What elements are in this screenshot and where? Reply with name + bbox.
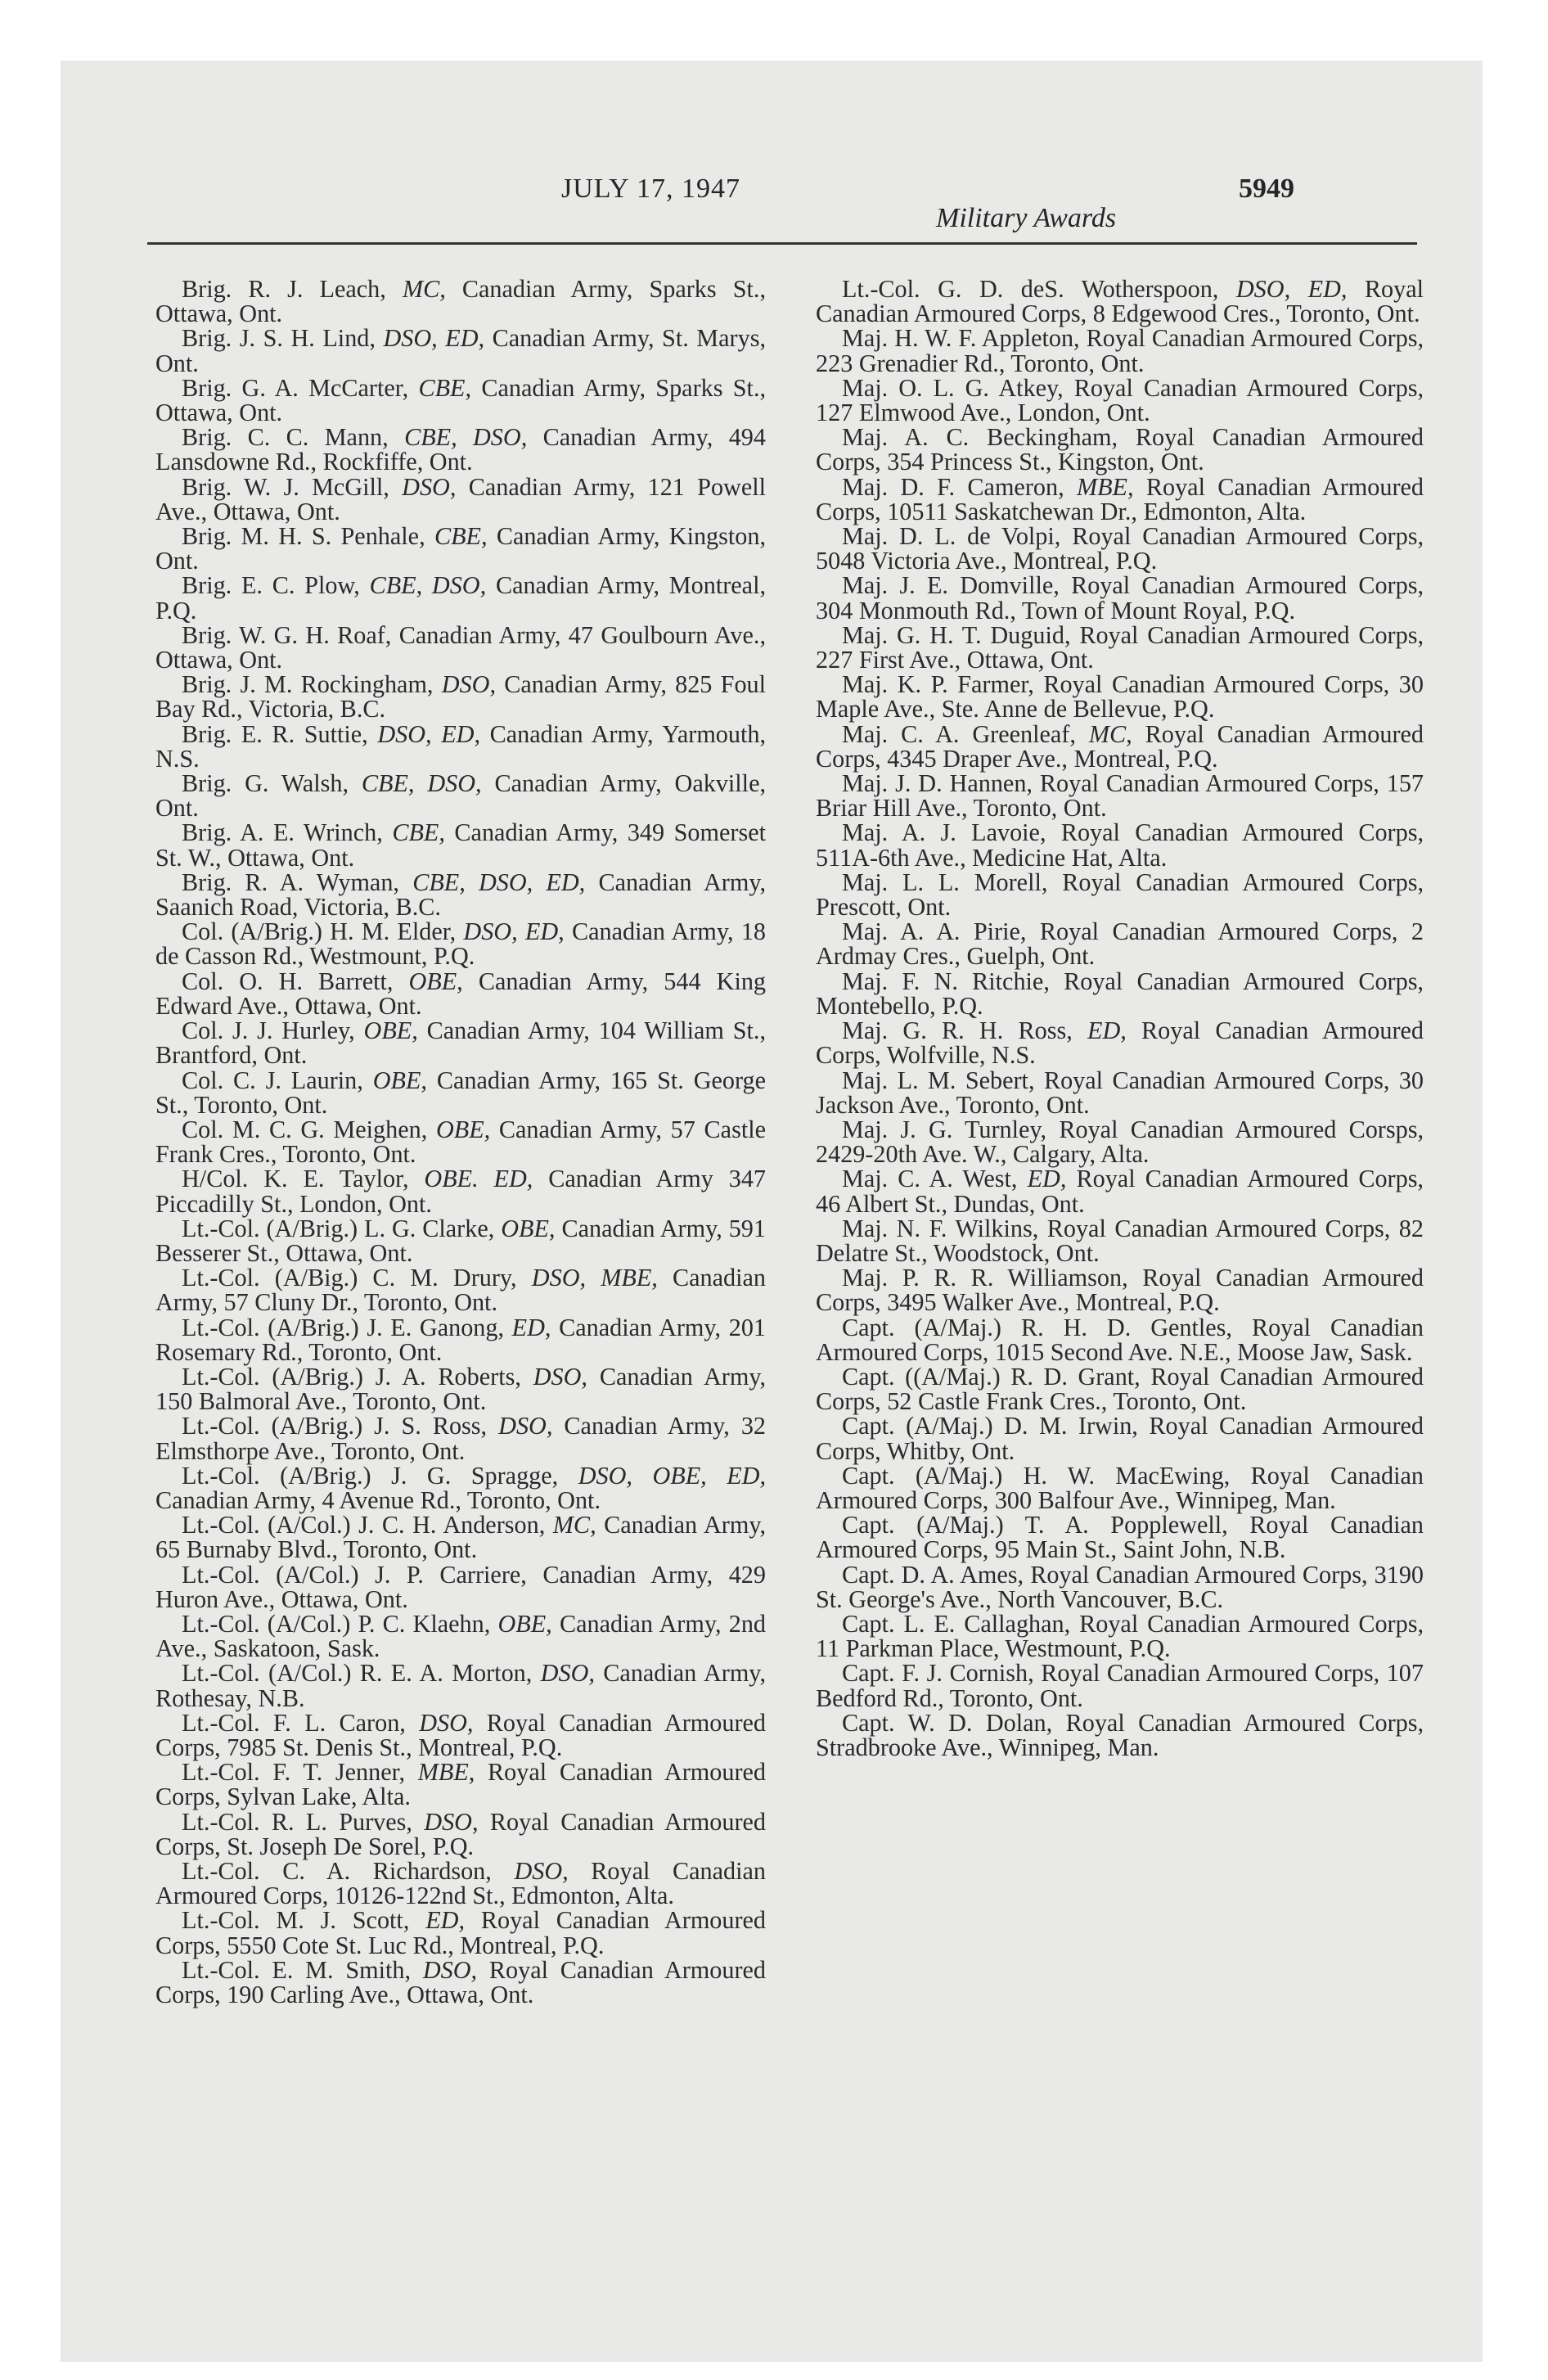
unit-and-address: Royal Canadian Armoured Corps, 3190 St. George's Ave., North Vancouver, B.C.: [816, 1560, 1424, 1613]
unit-and-address: Royal Canadian Armoured Corps, Prescott, Ont.: [816, 868, 1424, 922]
recipient-name: Brig. W. G. H. Roaf,: [182, 620, 392, 649]
recipient-name: Capt. (A/Maj.) H. W. MacEwing,: [842, 1461, 1231, 1490]
unit-and-address: Canadian Army, 4 Avenue Rd., Toronto, Ont.: [155, 1485, 601, 1514]
unit-and-address: Canadian Army, 165 St. George St., Toronto, Ont.: [155, 1066, 767, 1119]
recipient-name: Lt.-Col. (A/Brig.) L. G. Clarke,: [182, 1214, 495, 1242]
award-letters: MBE,: [417, 1758, 475, 1787]
unit-and-address: Canadian Army, 32 Elmsthorpe Ave., Toronto, Ont.: [155, 1412, 767, 1465]
award-entry: [816, 672, 1424, 721]
award-letters: CBE,: [418, 373, 472, 402]
recipient-name: Capt. (A/Maj.) D. M. Irwin,: [842, 1412, 1138, 1440]
award-entry: [155, 620, 767, 674]
award-entry: [816, 1016, 1424, 1070]
unit-and-address: Royal Canadian Armoured Corps, Stradbrooke Ave., Winnipeg, Man.: [816, 1708, 1424, 1761]
recipient-name: Lt.-Col. (A/Col.) P. C. Klaehn,: [182, 1609, 491, 1638]
recipient-name: Lt.-Col. R. L. Purves,: [182, 1807, 412, 1836]
unit-and-address: Canadian Army 347 Piccadilly St., London, Ont.: [155, 1165, 767, 1218]
unit-and-address: Royal Canadian Armoured Corps, 300 Balfour Ave., Winnipeg, Man.: [816, 1461, 1424, 1514]
unit-and-address: Canadian Army, Rothesay, N.B.: [155, 1659, 766, 1712]
recipient-name: Capt. D. A. Ames,: [842, 1560, 1024, 1589]
award-letters: ED,: [1087, 1016, 1127, 1045]
award-letters: DSO, ED,: [463, 917, 565, 946]
award-entry: [155, 1955, 766, 2009]
award-entry: [816, 326, 1424, 375]
unit-and-address: Canadian Army, 429 Huron Ave., Ottawa, Ont.: [155, 1560, 766, 1613]
award-entry: [155, 818, 766, 872]
recipient-name: Lt.-Col. G. D. deS. Wotherspoon,: [842, 275, 1219, 303]
recipient-name: Col. O. H. Barrett,: [182, 967, 394, 995]
award-letters: DSO, ED,: [377, 719, 481, 748]
recipient-name: Lt.-Col. (A/Brig.) J. A. Roberts,: [182, 1362, 521, 1391]
recipient-name: Capt. ((A/Maj.) R. D. Grant,: [842, 1362, 1141, 1391]
unit-and-address: Royal Canadian Armoured Corps, 2 Ardmay Cres., Guelph, Ont.: [816, 917, 1424, 971]
unit-and-address: Canadian Army, 57 Cluny Dr., Toronto, Ont.: [155, 1264, 767, 1317]
award-entry: [155, 1315, 766, 1364]
award-entry: [155, 969, 766, 1018]
recipient-name: Lt.-Col. (A/Brig.) J. S. Ross,: [182, 1412, 488, 1440]
unit-and-address: Royal Canadian Armoured Corps, 8 Edgewood Cres., Toronto, Ont.: [816, 275, 1424, 328]
unit-and-address: Royal Canadian Armoured Corps, Montebello, P.Q.: [816, 967, 1424, 1020]
award-letters: DSO,: [533, 1362, 587, 1391]
recipient-name: Maj. A. C. Beckingham,: [842, 423, 1118, 452]
recipient-name: Lt.-Col. (A/Col.) J. P. Carriere,: [182, 1560, 527, 1589]
recipient-name: Maj. P. R. R. Williamson,: [842, 1264, 1128, 1292]
award-entry: [155, 1068, 766, 1117]
recipient-name: Capt. L. E. Callaghan,: [842, 1609, 1071, 1638]
award-letters: OBE. ED,: [424, 1165, 533, 1193]
unit-and-address: Royal Canadian Armoured Corps, 223 Grenadier Rd., Toronto, Ont.: [816, 324, 1424, 377]
award-entry: [816, 1216, 1424, 1265]
recipient-name: Col. (A/Brig.) H. M. Elder,: [182, 917, 457, 946]
award-entry: [816, 620, 1424, 674]
award-entry: [816, 1661, 1424, 1710]
unit-and-address: Royal Canadian Armoured Corps, 304 Monmouth Rd., Town of Mount Royal, P.Q.: [816, 571, 1424, 624]
recipient-name: Lt.-Col. F. T. Jenner,: [182, 1758, 405, 1787]
recipient-name: Capt. F. J. Cornish,: [842, 1659, 1034, 1688]
recipient-name: Col. M. C. G. Meighen,: [182, 1115, 428, 1143]
recipient-name: Maj. D. F. Cameron,: [842, 472, 1064, 501]
header-rule: [147, 242, 1417, 245]
award-entry: [155, 1611, 766, 1661]
recipient-name: Col. C. J. Laurin,: [182, 1066, 363, 1094]
award-entry: [155, 1708, 766, 1761]
award-entry: [816, 373, 1424, 427]
award-letters: DSO,: [498, 1412, 553, 1440]
award-letters: DSO,: [422, 1955, 478, 1984]
award-entry: [816, 524, 1424, 573]
unit-and-address: Canadian Army, Montreal, P.Q.: [155, 571, 767, 624]
unit-and-address: Canadian Army, 47 Goulbourn Ave., Ottawa, Ont.: [155, 620, 767, 674]
award-entry: [816, 1708, 1424, 1761]
award-letters: CBE,: [434, 522, 488, 551]
award-entry: [816, 1463, 1424, 1512]
award-entry: [155, 573, 766, 622]
unit-and-address: Canadian Army, 494 Lansdowne Rd., Rockfiffe, Ont.: [155, 423, 766, 476]
unit-and-address: Canadian Army, St. Marys, Ont.: [155, 324, 766, 377]
page-header: [87, 110, 1355, 233]
award-entry: [816, 868, 1424, 922]
unit-and-address: Canadian Army, Oakville, Ont.: [155, 769, 767, 823]
award-entry: [816, 1315, 1424, 1364]
award-letters: OBE,: [501, 1214, 556, 1242]
recipient-name: Maj. G. H. T. Duguid,: [842, 620, 1071, 649]
unit-and-address: Royal Canadian Armoured Corps, 107 Bedford Rd., Toronto, Ont.: [816, 1659, 1424, 1712]
award-entry: [155, 868, 767, 922]
award-letters: ED,: [425, 1906, 466, 1935]
award-letters: DSO, ED,: [1235, 275, 1348, 303]
award-entry: [816, 818, 1424, 872]
award-letters: DSO,: [514, 1857, 569, 1885]
award-entry: [816, 1165, 1424, 1218]
award-entry: [155, 1807, 767, 1860]
unit-and-address: Canadian Army, 18 de Casson Rd., Westmount, P.Q.: [155, 917, 767, 971]
recipient-name: Col. J. J. Hurley,: [182, 1016, 355, 1045]
award-letters: CBE, DSO,: [361, 769, 482, 798]
recipient-name: Lt.-Col. F. L. Caron,: [182, 1708, 406, 1737]
award-entry: [155, 769, 767, 823]
right-column: [816, 277, 1424, 1760]
unit-and-address: Royal Canadian Armoured Corsps, 2429-20th Ave. W., Calgary, Alta.: [816, 1115, 1424, 1169]
recipient-name: Brig. A. E. Wrinch,: [182, 818, 383, 847]
award-letters: DSO,: [424, 1807, 479, 1836]
award-entry: [155, 1115, 766, 1169]
award-letters: OBE,: [408, 967, 463, 995]
unit-and-address: Royal Canadian Armoured Corps, Wolfville, N.S.: [816, 1016, 1424, 1070]
award-entry: [155, 1413, 766, 1463]
unit-and-address: Canadian Army, Saanich Road, Victoria, B.C.: [155, 868, 767, 922]
award-entry: [155, 472, 767, 525]
award-entry: [816, 1068, 1424, 1117]
unit-and-address: Royal Canadian Armoured Corps, St. Joseph De Sorel, P.Q.: [155, 1807, 767, 1860]
award-letters: DSO, OBE, ED,: [578, 1461, 766, 1490]
unit-and-address: Royal Canadian Armoured Corps, 5550 Cote St. Luc Rd., Montreal, P.Q.: [155, 1906, 767, 1959]
unit-and-address: Canadian Army, Kingston, Ont.: [155, 522, 767, 575]
award-letters: OBE,: [435, 1115, 491, 1143]
award-letters: DSO, MBE,: [531, 1264, 658, 1292]
recipient-name: Lt.-Col. (A/Col.) J. C. H. Anderson,: [182, 1511, 546, 1539]
award-entry: [816, 969, 1424, 1018]
award-entry: [155, 326, 766, 375]
recipient-name: Lt.-Col. (A/Brig.) J. E. Ganong,: [182, 1313, 505, 1341]
recipient-name: Maj. D. L. de Volpi,: [842, 522, 1061, 551]
award-letters: CBE,: [392, 818, 445, 847]
award-letters: MC,: [402, 275, 446, 303]
award-entry: [155, 917, 767, 971]
recipient-name: Brig. E. R. Suttie,: [182, 719, 368, 748]
unit-and-address: Canadian Army, 121 Powell Ave., Ottawa, Ont.: [155, 472, 767, 525]
unit-and-address: Canadian Army, 825 Foul Bay Rd., Victoria, B.C.: [155, 670, 767, 723]
recipient-name: Brig. W. J. McGill,: [182, 472, 389, 501]
recipient-name: Brig. M. H. S. Penhale,: [182, 522, 425, 551]
unit-and-address: Royal Canadian Armoured Corps, 52 Castle Frank Cres., Toronto, Ont.: [816, 1362, 1424, 1416]
unit-and-address: Royal Canadian Armoured Corps, 7985 St. Denis St., Montreal, P.Q.: [155, 1708, 766, 1761]
award-letters: DSO, ED,: [383, 324, 485, 353]
award-entry: [816, 472, 1424, 525]
award-entry: [816, 1264, 1424, 1317]
recipient-name: Maj. O. L. G. Atkey,: [842, 373, 1064, 402]
award-entry: [816, 1413, 1424, 1463]
award-letters: MC,: [1088, 719, 1132, 748]
unit-and-address: Royal Canadian Armoured Corps, 1015 Second Ave. N.E., Moose Jaw, Sask.: [816, 1313, 1424, 1366]
award-entry: [155, 1463, 766, 1512]
unit-and-address: Royal Canadian Armoured Corps, 354 Princess St., Kingston, Ont.: [816, 423, 1424, 476]
unit-and-address: Royal Canadian Armoured Corps, 46 Albert St., Dundas, Ont.: [816, 1165, 1424, 1218]
recipient-name: Lt.-Col. M. J. Scott,: [182, 1906, 410, 1935]
recipient-name: Capt. W. D. Dolan,: [842, 1708, 1053, 1737]
unit-and-address: Royal Canadian Armoured Corps, Sylvan Lake, Alta.: [155, 1758, 767, 1811]
recipient-name: Brig. G. A. McCarter,: [182, 373, 409, 402]
award-entry: [816, 917, 1424, 971]
unit-and-address: Royal Canadian Armoured Corps, 190 Carling Ave., Ottawa, Ont.: [155, 1955, 766, 2009]
recipient-name: Capt. (A/Maj.) T. A. Popplewell,: [842, 1511, 1228, 1539]
unit-and-address: Royal Canadian Armoured Corps, Whitby, Ont.: [816, 1412, 1424, 1465]
unit-and-address: Canadian Army, 349 Somerset St. W., Ottawa, Ont.: [155, 818, 766, 872]
recipient-name: Maj. C. A. Greenleaf,: [842, 719, 1076, 748]
award-entry: [155, 1264, 767, 1317]
award-letters: OBE,: [363, 1016, 418, 1045]
award-entry: [155, 1562, 766, 1611]
award-entry: [816, 1512, 1424, 1562]
award-entry: [155, 1908, 766, 1957]
unit-and-address: Royal Canadian Armoured Corps, 95 Main St., Saint John, N.B.: [816, 1511, 1424, 1564]
award-entry: [155, 1760, 766, 1809]
unit-and-address: Canadian Army, Sparks St., Ottawa, Ont.: [155, 275, 767, 328]
unit-and-address: Royal Canadian Armoured Corps, 10126-122nd St., Edmonton, Alta.: [155, 1857, 767, 1910]
unit-and-address: Royal Canadian Armoured Corps, 5048 Victoria Ave., Montreal, P.Q.: [816, 522, 1424, 575]
unit-and-address: Royal Canadian Armoured Corps, 127 Elmwood Ave., London, Ont.: [816, 373, 1424, 427]
award-entry: [155, 1859, 766, 1908]
recipient-name: Brig. R. A. Wyman,: [182, 868, 399, 896]
award-letters: CBE, DSO, ED,: [412, 868, 586, 896]
unit-and-address: Royal Canadian Armoured Corps, 11 Parkman Place, Westmount, P.Q.: [816, 1609, 1424, 1663]
unit-and-address: Canadian Army, 57 Castle Frank Cres., Toronto, Ont.: [155, 1115, 766, 1169]
award-letters: ED,: [511, 1313, 551, 1341]
award-entry: [155, 1216, 766, 1265]
award-letters: DSO,: [419, 1708, 474, 1737]
award-entry: [816, 573, 1424, 622]
recipient-name: H/Col. K. E. Taylor,: [182, 1165, 409, 1193]
award-entry: [155, 719, 767, 773]
recipient-name: Brig. G. Walsh,: [182, 769, 349, 798]
recipient-name: Lt.-Col. E. M. Smith,: [182, 1955, 412, 1984]
award-letters: DSO,: [402, 472, 457, 501]
award-entry: [155, 277, 766, 326]
recipient-name: Lt.-Col. (A/Col.) R. E. A. Morton,: [182, 1659, 533, 1688]
unit-and-address: Royal Canadian Armoured Corps, 157 Briar Hill Ave., Toronto, Ont.: [816, 769, 1424, 823]
recipient-name: Lt.-Col. C. A. Richardson,: [182, 1857, 492, 1885]
recipient-name: Maj. A. A. Pirie,: [842, 917, 1027, 946]
award-entry: [155, 1016, 767, 1070]
recipient-name: Brig. J. M. Rockingham,: [182, 670, 434, 699]
award-letters: ED,: [1027, 1165, 1067, 1193]
award-letters: OBE,: [372, 1066, 427, 1094]
unit-and-address: Royal Canadian Armoured Corps, 10511 Saskatchewan Dr., Edmonton, Alta.: [816, 472, 1424, 525]
unit-and-address: Canadian Army, 104 William St., Brantford, Ont.: [155, 1016, 767, 1070]
award-entry: [155, 1512, 766, 1562]
award-entry: [155, 1362, 767, 1416]
award-letters: CBE, DSO,: [369, 571, 487, 600]
unit-and-address: Canadian Army, 2nd Ave., Saskatoon, Sask.: [155, 1609, 767, 1663]
award-entry: [816, 1611, 1424, 1661]
recipient-name: Maj. N. F. Wilkins,: [842, 1214, 1039, 1242]
award-letters: DSO,: [441, 670, 496, 699]
unit-and-address: Royal Canadian Armoured Corps, 3495 Walker Ave., Montreal, P.Q.: [816, 1264, 1424, 1317]
recipient-name: Maj. C. A. West,: [842, 1165, 1018, 1193]
unit-and-address: Canadian Army, 201 Rosemary Rd., Toronto, Ont.: [155, 1313, 767, 1366]
recipient-name: Maj. F. N. Ritchie,: [842, 967, 1050, 995]
recipient-name: Lt.-Col. (A/Brig.) J. G. Spragge,: [182, 1461, 559, 1490]
page-number: 5949: [1239, 174, 1294, 204]
award-letters: CBE, DSO,: [404, 423, 528, 452]
unit-and-address: Royal Canadian Armoured Corps, 227 First Ave., Ottawa, Ont.: [816, 620, 1424, 674]
award-entry: [816, 1115, 1424, 1169]
recipient-name: Maj. A. J. Lavoie,: [842, 818, 1046, 847]
recipient-name: Maj. L. M. Sebert,: [842, 1066, 1035, 1094]
recipient-name: Maj. G. R. H. Ross,: [842, 1016, 1073, 1045]
left-column: [155, 277, 766, 2007]
award-entry: [816, 1562, 1424, 1611]
award-entry: [155, 1165, 767, 1218]
recipient-name: Brig. E. C. Plow,: [182, 571, 360, 600]
award-entry: [155, 672, 766, 721]
unit-and-address: Canadian Army, 544 King Edward Ave., Ottawa, Ont.: [155, 967, 767, 1020]
award-entry: [155, 425, 766, 474]
recipient-name: Brig. R. J. Leach,: [182, 275, 386, 303]
recipient-name: Maj. J. G. Turnley,: [842, 1115, 1047, 1143]
unit-and-address: Royal Canadian Armoured Corps, 30 Maple Ave., Ste. Anne de Bellevue, P.Q.: [816, 670, 1424, 723]
unit-and-address: Canadian Army, Sparks St., Ottawa, Ont.: [155, 373, 767, 427]
award-entry: [155, 1661, 766, 1710]
unit-and-address: Canadian Army, 65 Burnaby Blvd., Toronto, Ont.: [155, 1511, 767, 1564]
unit-and-address: Royal Canadian Armoured Corps, 4345 Draper Ave., Montreal, P.Q.: [816, 719, 1424, 773]
recipient-name: Maj. J. D. Hannen,: [842, 769, 1033, 798]
unit-and-address: Royal Canadian Armoured Corps, 30 Jackson Ave., Toronto, Ont.: [816, 1066, 1424, 1119]
issue-date: JULY 17, 1947: [561, 174, 740, 204]
recipient-name: Maj. L. L. Morell,: [842, 868, 1048, 896]
award-entry: [816, 1362, 1424, 1416]
award-entry: [816, 719, 1424, 773]
unit-and-address: Canadian Army, 150 Balmoral Ave., Toronto, Ont.: [155, 1362, 767, 1416]
award-letters: OBE,: [497, 1609, 552, 1638]
award-entry: [816, 769, 1424, 823]
recipient-name: Brig. J. S. H. Lind,: [182, 324, 376, 353]
recipient-name: Maj. H. W. F. Appleton,: [842, 324, 1080, 353]
award-entry: [816, 425, 1424, 474]
recipient-name: Lt.-Col. (A/Big.) C. M. Drury,: [182, 1264, 517, 1292]
award-entry: [155, 524, 766, 573]
unit-and-address: Royal Canadian Armoured Corps, 82 Delatre St., Woodstock, Ont.: [816, 1214, 1424, 1267]
recipient-name: Maj. K. P. Farmer,: [842, 670, 1034, 699]
award-entry: [155, 373, 767, 427]
award-letters: DSO,: [540, 1659, 595, 1688]
recipient-name: Maj. J. E. Domville,: [842, 571, 1060, 600]
recipient-name: Brig. C. C. Mann,: [182, 423, 389, 452]
award-entry: [816, 277, 1424, 326]
award-letters: MC,: [552, 1511, 596, 1539]
unit-and-address: Royal Canadian Armoured Corps, 511A-6th Ave., Medicine Hat, Alta.: [816, 818, 1424, 872]
section-title: Military Awards: [936, 203, 1117, 233]
unit-and-address: Canadian Army, Yarmouth, N.S.: [155, 719, 767, 773]
unit-and-address: Canadian Army, 591 Besserer St., Ottawa, Ont.: [155, 1214, 766, 1267]
award-letters: MBE,: [1076, 472, 1134, 501]
recipient-name: Capt. (A/Maj.) R. H. D. Gentles,: [842, 1313, 1232, 1341]
